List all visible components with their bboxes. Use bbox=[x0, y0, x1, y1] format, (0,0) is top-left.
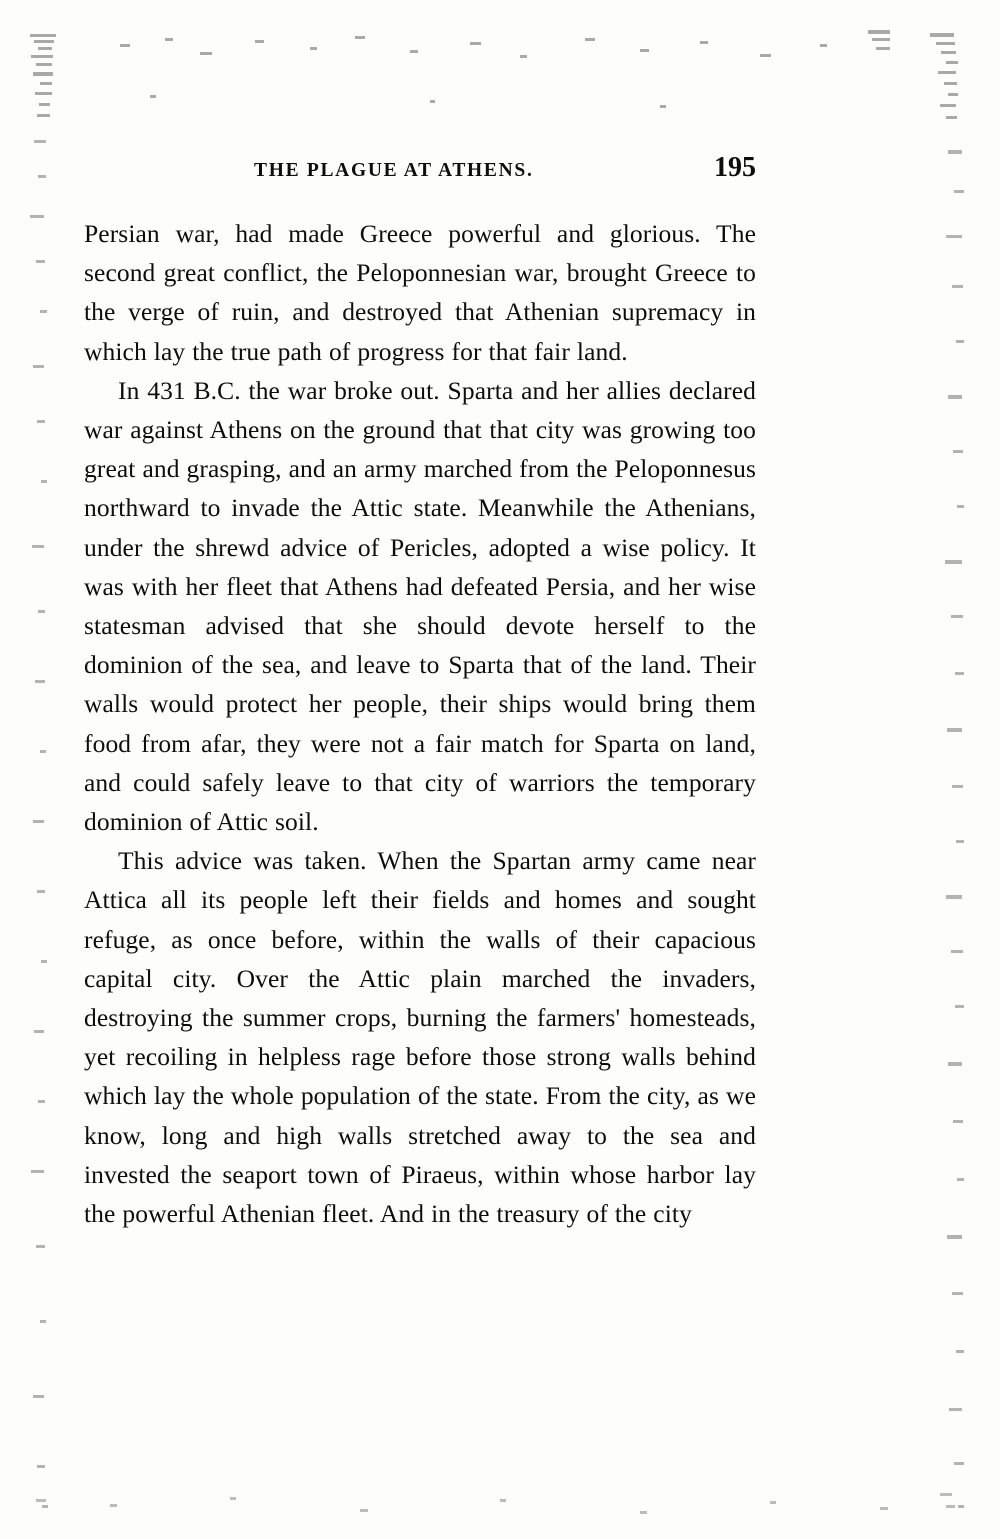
running-head bbox=[84, 152, 756, 184]
running-head-title: THE PLAGUE AT ATHENS. bbox=[254, 160, 534, 181]
page-number: 195 bbox=[714, 152, 756, 183]
scan-noise-top bbox=[0, 0, 1000, 140]
scan-noise-left bbox=[0, 0, 70, 1539]
scan-noise-bottom bbox=[0, 1449, 1000, 1539]
paragraph-1: Persian war, had made Greece powerful and glorious. The second great conflict, the Peloponnesian war, brought Greece to the verge of ruin, and destroyed that Athenian supremacy in which lay the true path of progress for that fair land. bbox=[84, 219, 756, 366]
page-content bbox=[84, 152, 756, 1233]
paragraph-3: This advice was taken. When the Spartan army came near Attica all its people left their fields and homes and sought refuge, as once before, within the walls of their capacious capital city. Over the Attic plain marched the invaders, destroying the summer crops, burning the farmers' homesteads, yet recoiling in helpless rage before those strong walls behind which lay the whole population of the state. From the city, as we know, long and high walls stretched away to the sea and invested the seaport town of Piraeus, within whose harbor lay the powerful Athenian fleet. And in the treasury of the city bbox=[84, 846, 756, 1229]
scan-noise-right bbox=[930, 0, 1000, 1539]
body-text bbox=[84, 214, 756, 1233]
paragraph-2: In 431 B.C. the war broke out. Sparta and her allies declared war against Athens on the ground that that city was growing too great and grasping, and an army marched from the Peloponnesus northward to invade the Attic state. Meanwhile the Athenians, under the shrewd advice of Pericles, adopted a wise policy. It was with her fleet that Athens had defeated Persia, and her wise statesman advised that she should devote herself to the dominion of the sea, and leave to Sparta that of the land. Their walls would protect her people, their ships would bring them food from afar, they were not a fair match for Sparta on land, and could safely leave to that city of warriors the temporary dominion of Attic soil. bbox=[84, 375, 756, 837]
